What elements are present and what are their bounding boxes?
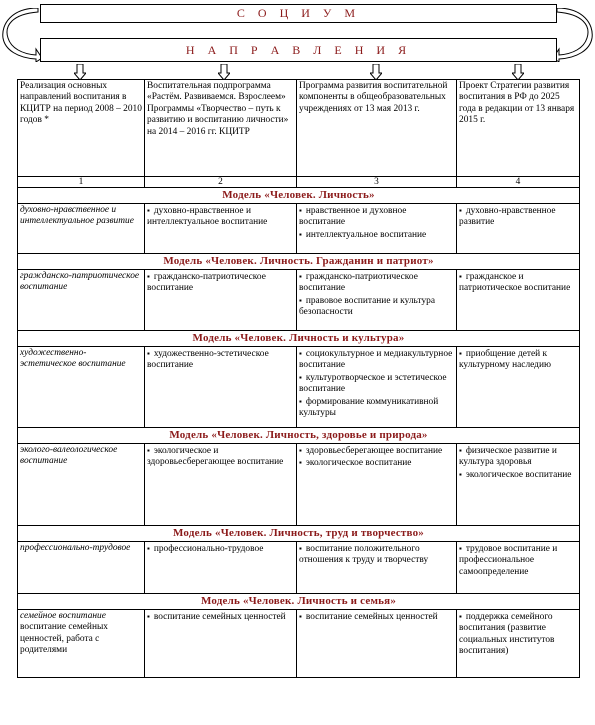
content-row: [18, 204, 580, 254]
column-number: 1: [18, 177, 145, 188]
content-cell: [297, 542, 457, 594]
bullet-icon: ▪: [299, 446, 302, 455]
content-row: [18, 610, 580, 678]
bullet-icon: ▪: [147, 272, 150, 281]
bullet-icon: ▪: [459, 272, 462, 281]
content-cell: [457, 542, 580, 594]
directions-banner: Н А П Р А В Л Е Н И Я: [40, 38, 557, 62]
model-title: Модель «Человек. Личность, труд и творчество»: [18, 526, 580, 542]
model-title: Модель «Человек. Личность, здоровье и природа»: [18, 428, 580, 444]
content-cell: [18, 444, 145, 526]
bullet-icon: ▪: [299, 229, 302, 239]
list-item: [147, 543, 294, 555]
header-cell: Реализация основных направлений воспитания в КЦИТР на период 2008 – 2010 годов *: [18, 80, 145, 177]
down-arrow-icon: [218, 64, 230, 80]
content-cell: [145, 444, 297, 526]
bullet-icon: ▪: [459, 612, 462, 621]
content-cell: [145, 542, 297, 594]
direction-text: [20, 622, 142, 656]
curved-arrow-right-icon: [553, 8, 593, 62]
content-cell: [457, 270, 580, 331]
item-text: интеллектуальное воспитание: [305, 229, 427, 240]
direction-text: [20, 271, 142, 294]
item-text: воспитание семейных ценностей, работа с родителями: [20, 622, 108, 656]
bullet-icon: ▪: [147, 446, 150, 455]
content-row: [18, 270, 580, 331]
content-row: [18, 347, 580, 428]
item-text: правовое воспитание и культура безопасности: [299, 295, 435, 318]
list-item: [299, 229, 454, 241]
direction-text: [20, 348, 142, 371]
list-item: [299, 271, 454, 295]
content-cell: [18, 270, 145, 331]
column-number: 2: [145, 177, 297, 188]
curved-arrow-left-icon: [2, 8, 42, 62]
item-text: профессионально-трудовое: [153, 544, 264, 554]
bullet-icon: ▪: [299, 272, 302, 281]
item-text: профессионально-трудовое: [20, 543, 131, 553]
item-text: семейное воспитание: [20, 611, 106, 621]
item-text: экологическое и здоровьесберегающее воспитание: [147, 446, 284, 468]
down-arrow-icon: [512, 64, 524, 80]
list-item: [299, 372, 454, 396]
content-cell: [145, 610, 297, 678]
content-cell: [18, 347, 145, 428]
content-cell: [18, 610, 145, 678]
list-item: [459, 445, 577, 469]
content-cell: [145, 347, 297, 428]
item-text: нравственное и духовное воспитание: [299, 206, 407, 228]
column-number-row: [18, 177, 580, 188]
item-text: здоровьесберегающее воспитание: [305, 446, 443, 456]
bullet-icon: ▪: [459, 469, 462, 479]
model-row: [18, 594, 580, 610]
list-item: [147, 445, 294, 469]
bullet-icon: ▪: [459, 446, 462, 455]
model-row: [18, 428, 580, 444]
bullet-icon: ▪: [459, 349, 462, 358]
item-text: воспитание положительного отношения к труду и творчеству: [299, 544, 429, 566]
direction-text: [20, 543, 142, 554]
direction-text: [20, 205, 142, 228]
item-text: поддержка семейного воспитания (развитие социальных институтов воспитания): [459, 612, 555, 657]
list-item: [147, 271, 294, 295]
content-cell: [18, 542, 145, 594]
item-text: духовно-нравственное развитие: [459, 206, 556, 228]
list-item: [147, 205, 294, 229]
item-text: физическое развитие и культура здоровья: [459, 446, 557, 468]
bullet-icon: ▪: [147, 544, 150, 553]
model-row: [18, 526, 580, 542]
content-cell: [297, 610, 457, 678]
bullet-icon: ▪: [299, 295, 302, 305]
item-text: экологическое воспитание: [465, 469, 572, 480]
bullet-icon: ▪: [299, 206, 302, 215]
item-text: трудовое воспитание и профессиональное самоопределение: [459, 544, 558, 577]
society-banner: С О Ц И У М: [40, 4, 557, 23]
bullet-icon: ▪: [299, 349, 302, 358]
bullet-icon: ▪: [299, 458, 302, 468]
content-cell: [145, 270, 297, 331]
bullet-icon: ▪: [299, 372, 302, 382]
bullet-icon: ▪: [299, 396, 302, 406]
header-cell: Воспитательная подпрограмма «Растём. Развиваемся. Взрослеем» Программы «Творчество – путь к развитию и воспитанию личности» на 2014 – 2016 гг. КЦИТР: [145, 80, 297, 177]
content-cell: [145, 204, 297, 254]
model-title: Модель «Человек. Личность и семья»: [18, 594, 580, 610]
list-item: [459, 611, 577, 658]
content-row: [18, 444, 580, 526]
model-row: [18, 331, 580, 347]
bullet-icon: ▪: [299, 612, 302, 621]
content-cell: [457, 610, 580, 678]
directions-table: [17, 79, 580, 678]
item-text: духовно-нравственное и интеллектуальное воспитание: [147, 206, 268, 228]
item-text: гражданское и патриотическое воспитание: [459, 272, 571, 294]
item-text: эколого-валеологическое воспитание: [20, 445, 118, 467]
bullet-icon: ▪: [459, 544, 462, 553]
item-text: социокультурное и медиакультурное воспитание: [299, 349, 453, 371]
column-number: 4: [457, 177, 580, 188]
content-cell: [457, 444, 580, 526]
model-row: [18, 188, 580, 204]
item-text: художественно-эстетическое воспитание: [20, 348, 126, 370]
header-cell: Программа развития воспитательной компоненты в общеобразовательных учреждениях от 13 мая 2013 г.: [297, 80, 457, 177]
list-item: [299, 205, 454, 229]
content-cell: [457, 204, 580, 254]
list-item: [147, 348, 294, 372]
content-cell: [457, 347, 580, 428]
item-text: формирование коммуникативной культуры: [299, 396, 439, 419]
list-item: [299, 396, 454, 420]
direction-text: [20, 611, 142, 622]
header-cell: Проект Стратегии развития воспитания в РФ до 2025 года в редакции от 13 января 2015 г.: [457, 80, 580, 177]
header-row: [18, 80, 580, 177]
column-number: 3: [297, 177, 457, 188]
item-text: гражданско-патриотическое воспитание: [147, 272, 266, 294]
model-row: [18, 254, 580, 270]
item-text: культуротворческое и эстетическое воспитание: [299, 372, 447, 395]
bullet-icon: ▪: [147, 349, 150, 358]
list-item: [299, 348, 454, 372]
list-item: [459, 543, 577, 578]
item-text: гражданско-патриотическое воспитание: [299, 272, 418, 294]
item-text: экологическое воспитание: [305, 458, 412, 469]
model-title: Модель «Человек. Личность и культура»: [18, 331, 580, 347]
down-arrow-icon: [74, 64, 86, 80]
item-text: приобщение детей к культурному наследию: [459, 349, 551, 371]
bullet-icon: ▪: [459, 206, 462, 215]
down-arrow-icon: [370, 64, 382, 80]
item-text: воспитание семейных ценностей: [305, 612, 438, 622]
list-item: [299, 543, 454, 567]
list-item: [459, 469, 577, 481]
content-cell: [18, 204, 145, 254]
item-text: духовно-нравственное и интеллектуальное развитие: [20, 205, 134, 227]
item-text: художественно-эстетическое воспитание: [147, 349, 269, 371]
list-item: [299, 295, 454, 319]
item-text: воспитание семейных ценностей: [153, 612, 286, 622]
bullet-icon: ▪: [299, 544, 302, 553]
list-item: [147, 611, 294, 623]
list-item: [459, 271, 577, 295]
content-cell: [297, 270, 457, 331]
content-cell: [297, 347, 457, 428]
content-row: [18, 542, 580, 594]
model-title: Модель «Человек. Личность»: [18, 188, 580, 204]
list-item: [299, 611, 454, 623]
bullet-icon: ▪: [147, 612, 150, 621]
bullet-icon: ▪: [147, 206, 150, 215]
content-cell: [297, 204, 457, 254]
content-cell: [297, 444, 457, 526]
list-item: [459, 205, 577, 229]
list-item: [459, 348, 577, 372]
item-text: гражданско-патриотическое воспитание: [20, 271, 140, 293]
model-title: Модель «Человек. Личность. Гражданин и патриот»: [18, 254, 580, 270]
list-item: [299, 445, 454, 457]
direction-text: [20, 445, 142, 468]
list-item: [299, 457, 454, 469]
